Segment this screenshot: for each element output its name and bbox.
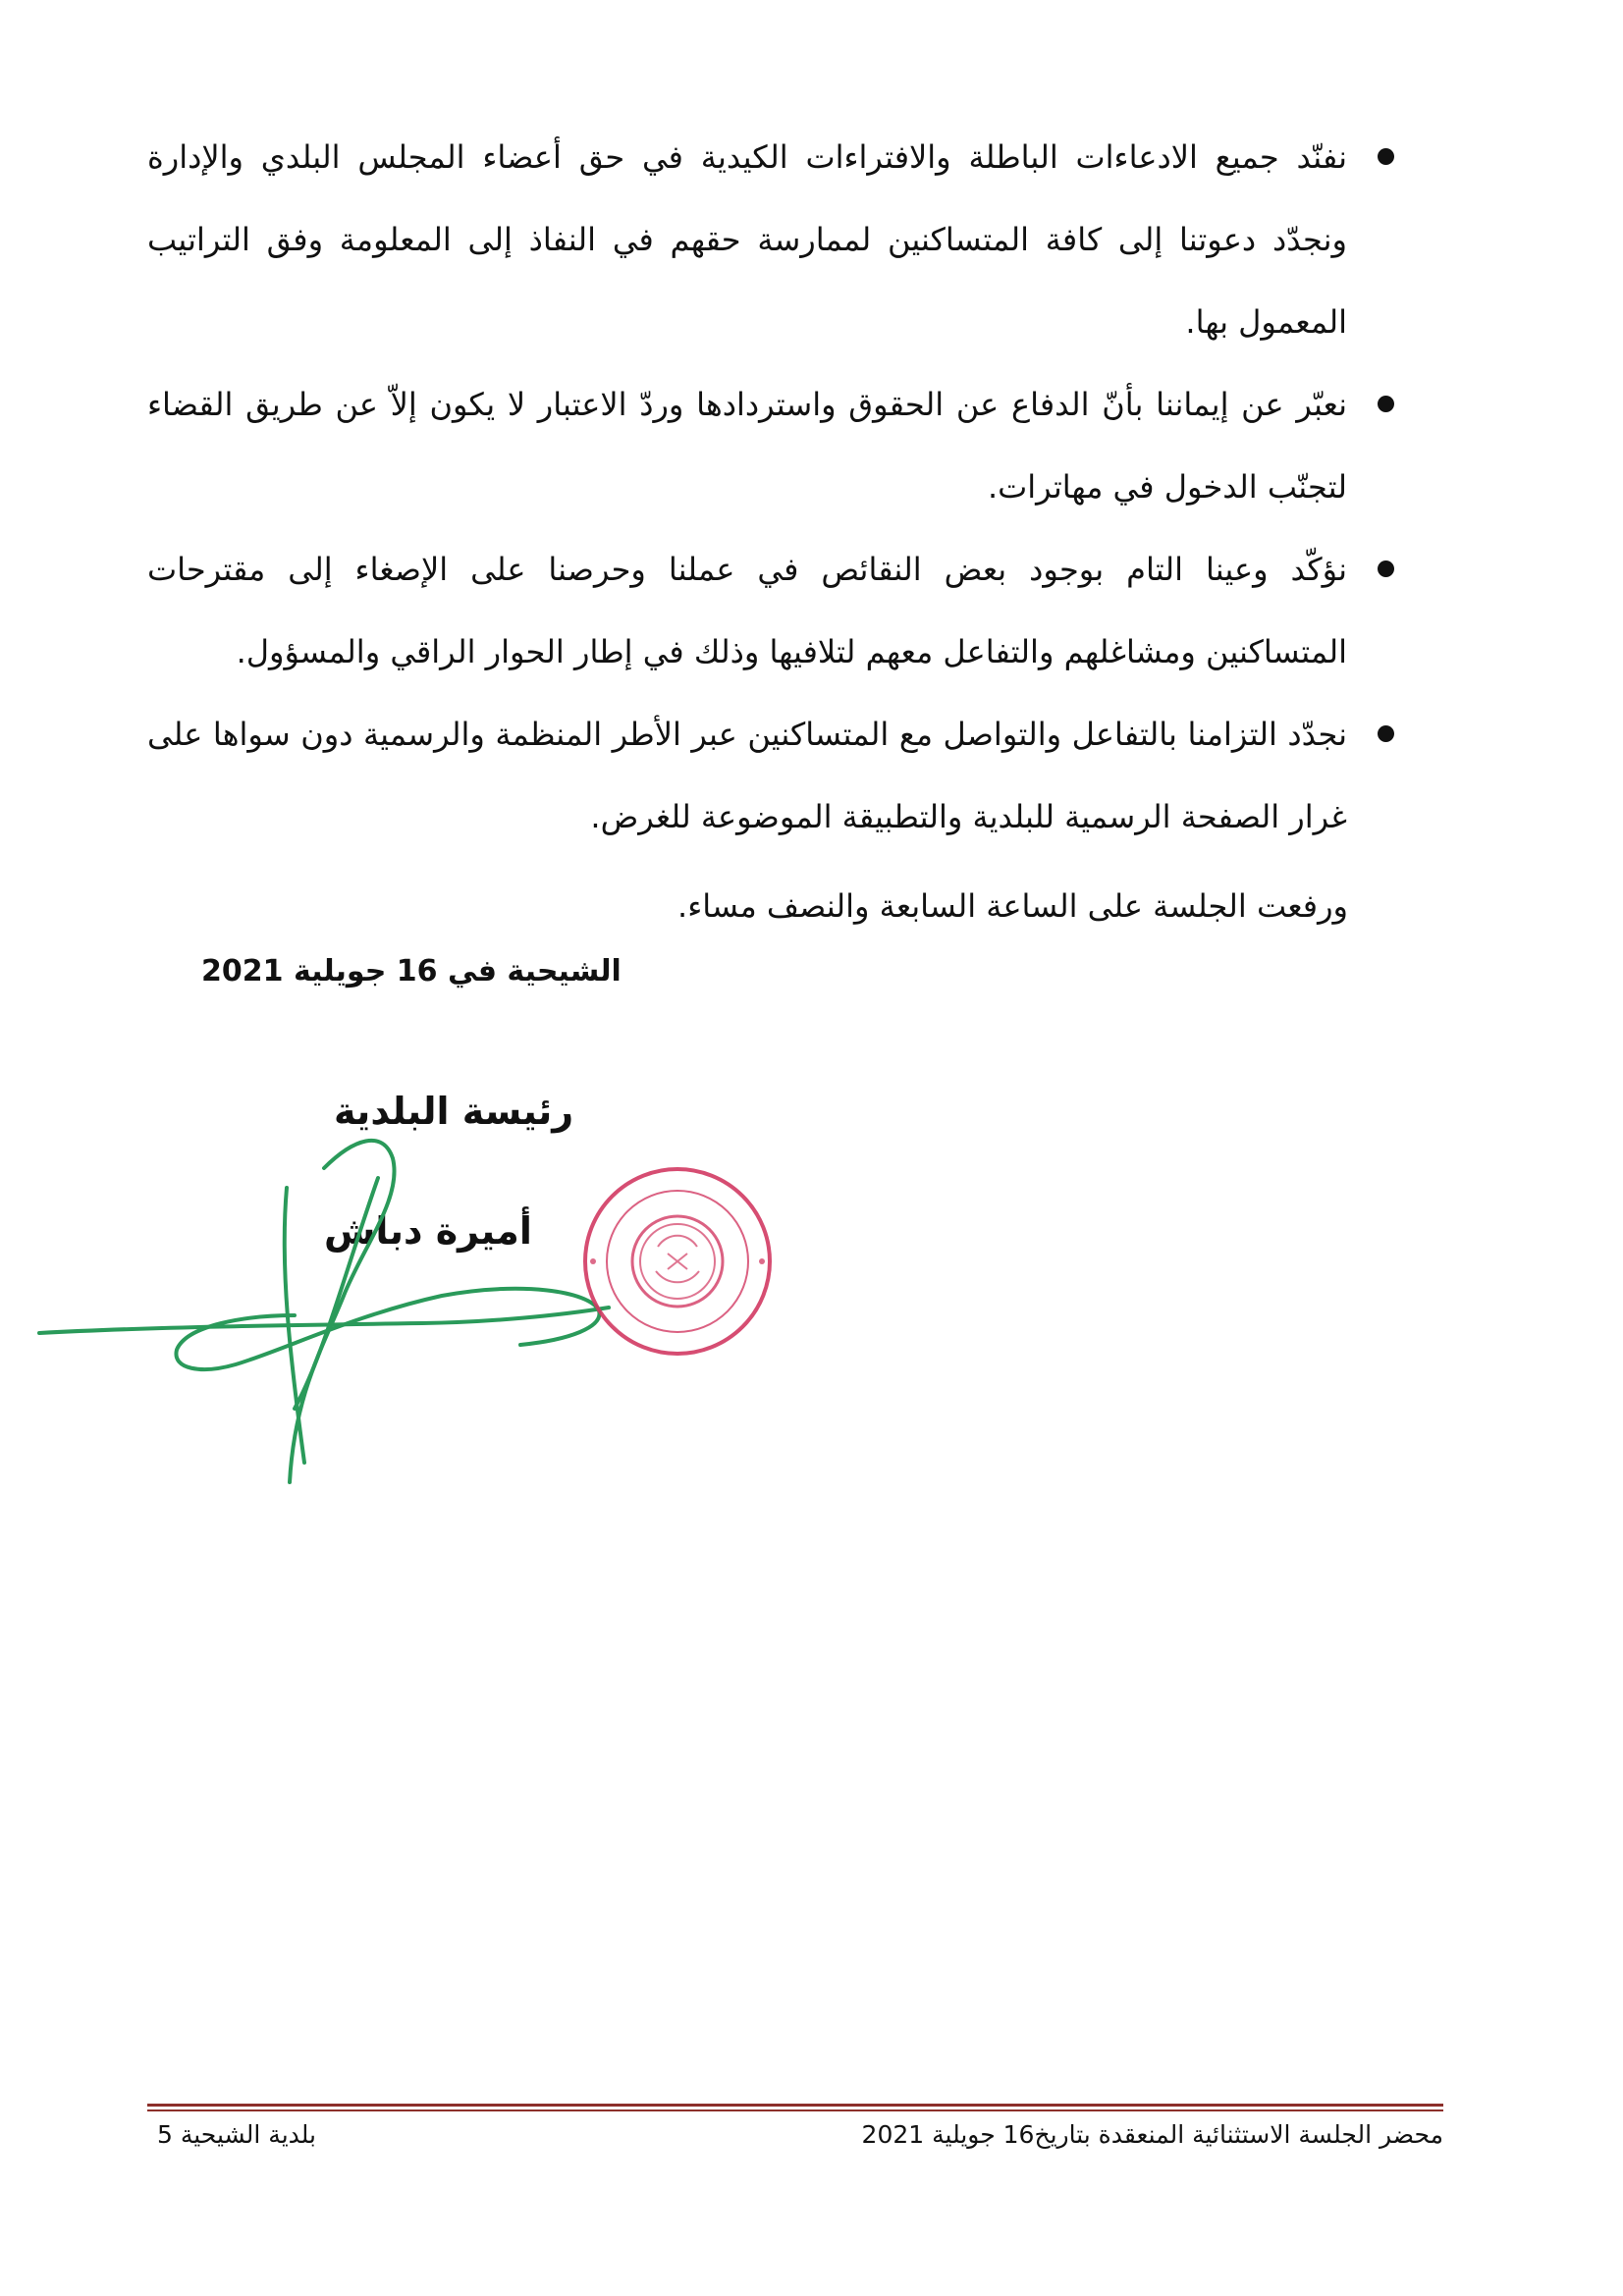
- bullet-text: نؤكّد وعينا التام بوجود بعض النقائص في عملنا وحرصنا على الإصغاء إلى مقترحات المتساكنين ومشاغلهم والتفاعل معهم لتلافيها وذلك في إطار الحوار الراقي والمسؤول.: [147, 551, 1347, 670]
- bullet-icon: [1378, 725, 1394, 742]
- list-item: [147, 116, 1394, 363]
- list-item: [147, 528, 1394, 693]
- signatory-title: رئيسة البلدية: [334, 1090, 574, 1133]
- bullet-list: [147, 116, 1394, 858]
- bullet-text: نجدّد التزامنا بالتفاعل والتواصل مع المتساكنين عبر الأطر المنظمة والرسمية دون سواها على غرار الصفحة الرسمية للبلدية والتطبيقة الموضوعة للغرض.: [147, 716, 1347, 835]
- bullet-icon: [1378, 396, 1394, 412]
- closing-statement: ورفعت الجلسة على الساعة السابعة والنصف مساء.: [677, 887, 1348, 925]
- bullet-text: نعبّر عن إيماننا بأنّ الدفاع عن الحقوق واستردادها وردّ الاعتبار لا يكون إلاّ عن طريق القضاء لتجنّب الدخول في مهاترات.: [147, 386, 1347, 506]
- official-stamp: [579, 1163, 776, 1360]
- bullet-icon: [1378, 148, 1394, 165]
- signatory-name: أميرة دباش: [324, 1209, 532, 1253]
- footer-document-title: محضر الجلسة الاستثنائية المنعقدة بتاريخ16 جويلية 2021: [861, 2120, 1443, 2149]
- date-line: الشيحية في 16 جويلية 2021: [201, 954, 622, 988]
- list-item: [147, 693, 1394, 858]
- bullet-icon: [1378, 561, 1394, 577]
- list-item: [147, 363, 1394, 528]
- bullet-text: نفنّد جميع الادعاءات الباطلة والافتراءات الكيدية في حق أعضاء المجلس البلدي والإدارة ونجدّد دعوتنا إلى كافة المتساكنين لممارسة حقهم في النفاذ إلى المعلومة وفق التراتيب المعمول بها.: [147, 138, 1347, 341]
- footer-page-label: بلدية الشيحية 5: [157, 2120, 317, 2149]
- footer-divider: [147, 2104, 1443, 2111]
